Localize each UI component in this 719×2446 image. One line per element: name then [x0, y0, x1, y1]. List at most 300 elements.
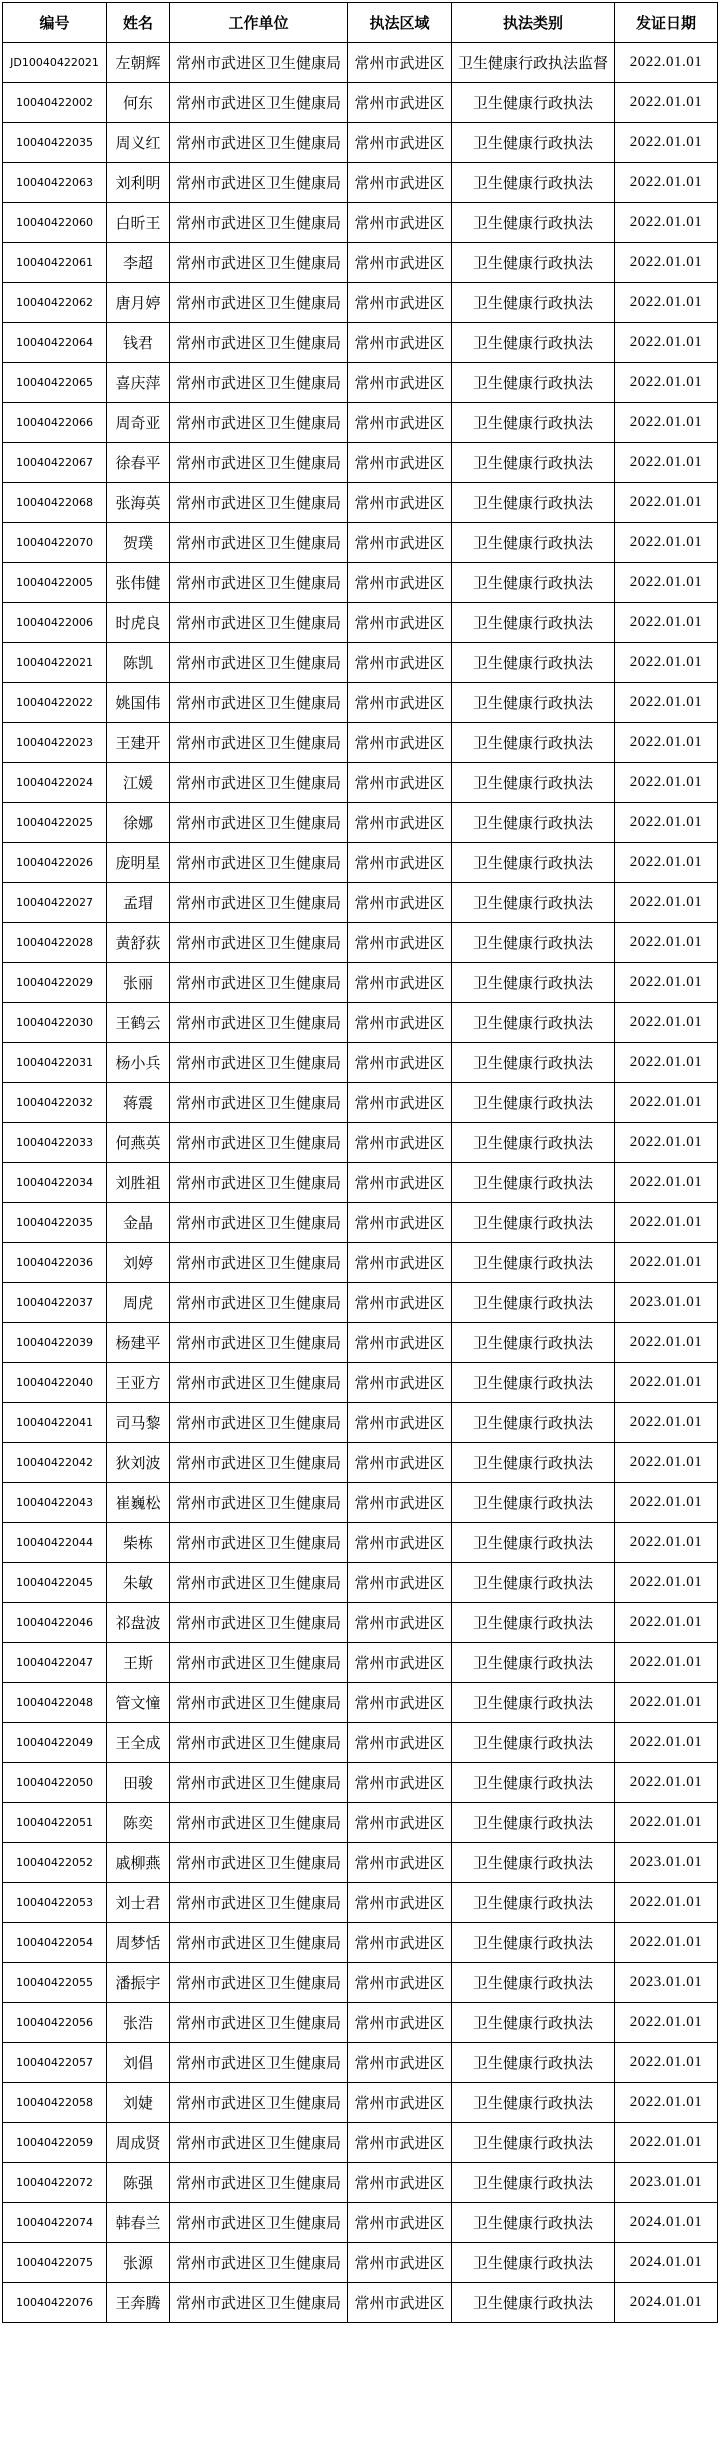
- cell-issue-date: 2022.01.01: [615, 1683, 718, 1723]
- header-issue-date: 发证日期: [615, 3, 718, 43]
- cell-category: 卫生健康行政执法: [452, 163, 615, 203]
- cell-id: 10040422046: [3, 1603, 107, 1643]
- cell-unit: 常州市武进区卫生健康局: [170, 83, 348, 123]
- cell-id: 10040422075: [3, 2243, 107, 2283]
- table-row: [3, 323, 718, 363]
- cell-name: 王全成: [107, 1723, 170, 1763]
- cell-unit: 常州市武进区卫生健康局: [170, 1923, 348, 1963]
- table-row: [3, 1323, 718, 1363]
- cell-id: 10040422005: [3, 563, 107, 603]
- table-row: [3, 1603, 718, 1643]
- cell-region: 常州市武进区: [348, 2083, 452, 2123]
- table-row: [3, 1683, 718, 1723]
- cell-id: 10040422037: [3, 1283, 107, 1323]
- cell-category: 卫生健康行政执法: [452, 483, 615, 523]
- cell-unit: 常州市武进区卫生健康局: [170, 523, 348, 563]
- cell-issue-date: 2022.01.01: [615, 2123, 718, 2163]
- cell-category: 卫生健康行政执法: [452, 2043, 615, 2083]
- header-id: 编号: [3, 3, 107, 43]
- cell-region: 常州市武进区: [348, 603, 452, 643]
- cell-category: 卫生健康行政执法: [452, 123, 615, 163]
- table-row: [3, 603, 718, 643]
- cell-name: 王奔腾: [107, 2283, 170, 2323]
- cell-issue-date: 2022.01.01: [615, 1363, 718, 1403]
- cell-issue-date: 2022.01.01: [615, 43, 718, 83]
- cell-name: 蒋震: [107, 1083, 170, 1123]
- cell-category: 卫生健康行政执法: [452, 1843, 615, 1883]
- cell-issue-date: 2022.01.01: [615, 2083, 718, 2123]
- cell-category: 卫生健康行政执法: [452, 2003, 615, 2043]
- table-row: [3, 1923, 718, 1963]
- cell-issue-date: 2022.01.01: [615, 843, 718, 883]
- cell-issue-date: 2022.01.01: [615, 1163, 718, 1203]
- cell-category: 卫生健康行政执法: [452, 1083, 615, 1123]
- cell-category: 卫生健康行政执法: [452, 1523, 615, 1563]
- cell-category: 卫生健康行政执法: [452, 803, 615, 843]
- cell-id: 10040422002: [3, 83, 107, 123]
- cell-unit: 常州市武进区卫生健康局: [170, 963, 348, 1003]
- cell-issue-date: 2022.01.01: [615, 643, 718, 683]
- cell-issue-date: 2022.01.01: [615, 563, 718, 603]
- cell-unit: 常州市武进区卫生健康局: [170, 763, 348, 803]
- cell-issue-date: 2022.01.01: [615, 83, 718, 123]
- cell-name: 管文憧: [107, 1683, 170, 1723]
- cell-unit: 常州市武进区卫生健康局: [170, 1483, 348, 1523]
- cell-id: 10040422023: [3, 723, 107, 763]
- cell-issue-date: 2022.01.01: [615, 2003, 718, 2043]
- table-row: [3, 1043, 718, 1083]
- cell-region: 常州市武进区: [348, 1723, 452, 1763]
- cell-unit: 常州市武进区卫生健康局: [170, 1763, 348, 1803]
- cell-category: 卫生健康行政执法: [452, 1403, 615, 1443]
- cell-category: 卫生健康行政执法: [452, 443, 615, 483]
- cell-issue-date: 2022.01.01: [615, 483, 718, 523]
- cell-region: 常州市武进区: [348, 1523, 452, 1563]
- table-row: [3, 1123, 718, 1163]
- cell-unit: 常州市武进区卫生健康局: [170, 1643, 348, 1683]
- table-row: [3, 763, 718, 803]
- table-row: [3, 683, 718, 723]
- cell-unit: 常州市武进区卫生健康局: [170, 603, 348, 643]
- cell-issue-date: 2022.01.01: [615, 1123, 718, 1163]
- cell-name: 金晶: [107, 1203, 170, 1243]
- cell-name: 黄舒荻: [107, 923, 170, 963]
- cell-issue-date: 2022.01.01: [615, 1403, 718, 1443]
- cell-unit: 常州市武进区卫生健康局: [170, 2043, 348, 2083]
- table-row: [3, 1363, 718, 1403]
- header-region: 执法区域: [348, 3, 452, 43]
- cell-issue-date: 2022.01.01: [615, 963, 718, 1003]
- cell-unit: 常州市武进区卫生健康局: [170, 2283, 348, 2323]
- cell-issue-date: 2022.01.01: [615, 1483, 718, 1523]
- cell-region: 常州市武进区: [348, 843, 452, 883]
- cell-issue-date: 2022.01.01: [615, 1443, 718, 1483]
- cell-category: 卫生健康行政执法: [452, 1763, 615, 1803]
- cell-category: 卫生健康行政执法: [452, 2083, 615, 2123]
- cell-name: 王鹤云: [107, 1003, 170, 1043]
- cell-issue-date: 2022.01.01: [615, 1043, 718, 1083]
- cell-category: 卫生健康行政执法: [452, 1923, 615, 1963]
- cell-id: 10040422056: [3, 2003, 107, 2043]
- cell-id: 10040422021: [3, 643, 107, 683]
- cell-unit: 常州市武进区卫生健康局: [170, 563, 348, 603]
- cell-name: 周成贤: [107, 2123, 170, 2163]
- cell-issue-date: 2024.01.01: [615, 2243, 718, 2283]
- cell-unit: 常州市武进区卫生健康局: [170, 1443, 348, 1483]
- cell-unit: 常州市武进区卫生健康局: [170, 1003, 348, 1043]
- table-row: [3, 443, 718, 483]
- table-row: [3, 43, 718, 83]
- cell-id: 10040422025: [3, 803, 107, 843]
- header-name: 姓名: [107, 3, 170, 43]
- cell-category: 卫生健康行政执法: [452, 843, 615, 883]
- cell-region: 常州市武进区: [348, 1603, 452, 1643]
- cell-name: 周义红: [107, 123, 170, 163]
- cell-category: 卫生健康行政执法: [452, 1443, 615, 1483]
- cell-category: 卫生健康行政执法: [452, 2123, 615, 2163]
- cell-issue-date: 2022.01.01: [615, 1763, 718, 1803]
- cell-category: 卫生健康行政执法: [452, 723, 615, 763]
- cell-region: 常州市武进区: [348, 1763, 452, 1803]
- header-category: 执法类别: [452, 3, 615, 43]
- cell-id: 10040422006: [3, 603, 107, 643]
- cell-region: 常州市武进区: [348, 723, 452, 763]
- cell-id: 10040422036: [3, 1243, 107, 1283]
- cell-id: 10040422028: [3, 923, 107, 963]
- cell-region: 常州市武进区: [348, 1123, 452, 1163]
- table-row: [3, 563, 718, 603]
- cell-category: 卫生健康行政执法: [452, 1003, 615, 1043]
- cell-id: 10040422050: [3, 1763, 107, 1803]
- cell-issue-date: 2023.01.01: [615, 1283, 718, 1323]
- cell-issue-date: 2022.01.01: [615, 163, 718, 203]
- table-row: [3, 923, 718, 963]
- cell-id: 10040422061: [3, 243, 107, 283]
- cell-unit: 常州市武进区卫生健康局: [170, 723, 348, 763]
- cell-id: 10040422042: [3, 1443, 107, 1483]
- cell-name: 孟瑁: [107, 883, 170, 923]
- cell-issue-date: 2022.01.01: [615, 203, 718, 243]
- cell-category: 卫生健康行政执法: [452, 523, 615, 563]
- cell-issue-date: 2022.01.01: [615, 2043, 718, 2083]
- table-row: [3, 2003, 718, 2043]
- cell-name: 祁盘波: [107, 1603, 170, 1643]
- cell-category: 卫生健康行政执法: [452, 1563, 615, 1603]
- cell-region: 常州市武进区: [348, 683, 452, 723]
- cell-unit: 常州市武进区卫生健康局: [170, 1323, 348, 1363]
- cell-region: 常州市武进区: [348, 1283, 452, 1323]
- cell-id: 10040422057: [3, 2043, 107, 2083]
- cell-issue-date: 2022.01.01: [615, 1323, 718, 1363]
- cell-region: 常州市武进区: [348, 923, 452, 963]
- cell-unit: 常州市武进区卫生健康局: [170, 2083, 348, 2123]
- cell-region: 常州市武进区: [348, 2283, 452, 2323]
- table-row: [3, 1483, 718, 1523]
- table-row: [3, 363, 718, 403]
- cell-region: 常州市武进区: [348, 1883, 452, 1923]
- cell-issue-date: 2022.01.01: [615, 1643, 718, 1683]
- table-row: [3, 843, 718, 883]
- cell-category: 卫生健康行政执法: [452, 243, 615, 283]
- cell-region: 常州市武进区: [348, 2163, 452, 2203]
- cell-region: 常州市武进区: [348, 323, 452, 363]
- cell-id: 10040422022: [3, 683, 107, 723]
- cell-issue-date: 2022.01.01: [615, 723, 718, 763]
- cell-unit: 常州市武进区卫生健康局: [170, 1123, 348, 1163]
- cell-unit: 常州市武进区卫生健康局: [170, 1723, 348, 1763]
- cell-region: 常州市武进区: [348, 1403, 452, 1443]
- table-row: [3, 2163, 718, 2203]
- cell-id: 10040422031: [3, 1043, 107, 1083]
- cell-category: 卫生健康行政执法: [452, 1323, 615, 1363]
- cell-category: 卫生健康行政执法: [452, 83, 615, 123]
- cell-category: 卫生健康行政执法: [452, 1243, 615, 1283]
- cell-id: 10040422062: [3, 283, 107, 323]
- cell-issue-date: 2022.01.01: [615, 403, 718, 443]
- table-row: [3, 1163, 718, 1203]
- cell-name: 刘胜祖: [107, 1163, 170, 1203]
- cell-issue-date: 2022.01.01: [615, 923, 718, 963]
- cell-unit: 常州市武进区卫生健康局: [170, 1563, 348, 1603]
- cell-issue-date: 2022.01.01: [615, 323, 718, 363]
- cell-region: 常州市武进区: [348, 43, 452, 83]
- cell-region: 常州市武进区: [348, 523, 452, 563]
- table-row: [3, 1963, 718, 2003]
- cell-category: 卫生健康行政执法: [452, 1123, 615, 1163]
- cell-name: 周梦恬: [107, 1923, 170, 1963]
- cell-unit: 常州市武进区卫生健康局: [170, 163, 348, 203]
- cell-unit: 常州市武进区卫生健康局: [170, 323, 348, 363]
- cell-region: 常州市武进区: [348, 963, 452, 1003]
- cell-region: 常州市武进区: [348, 2123, 452, 2163]
- cell-issue-date: 2022.01.01: [615, 883, 718, 923]
- cell-category: 卫生健康行政执法: [452, 2163, 615, 2203]
- table-row: [3, 2243, 718, 2283]
- table-row: [3, 1563, 718, 1603]
- cell-category: 卫生健康行政执法: [452, 763, 615, 803]
- cell-name: 江媛: [107, 763, 170, 803]
- cell-id: 10040422033: [3, 1123, 107, 1163]
- table-row: [3, 2043, 718, 2083]
- cell-id: 10040422068: [3, 483, 107, 523]
- table-row: [3, 483, 718, 523]
- cell-region: 常州市武进区: [348, 1803, 452, 1843]
- cell-region: 常州市武进区: [348, 83, 452, 123]
- cell-category: 卫生健康行政执法: [452, 683, 615, 723]
- cell-id: 10040422044: [3, 1523, 107, 1563]
- cell-id: 10040422043: [3, 1483, 107, 1523]
- table-row: [3, 1523, 718, 1563]
- cell-id: 10040422041: [3, 1403, 107, 1443]
- cell-category: 卫生健康行政执法: [452, 1203, 615, 1243]
- table-row: [3, 1763, 718, 1803]
- table-row: [3, 1083, 718, 1123]
- cell-issue-date: 2022.01.01: [615, 1523, 718, 1563]
- table-row: [3, 963, 718, 1003]
- cell-name: 崔巍松: [107, 1483, 170, 1523]
- cell-name: 张丽: [107, 963, 170, 1003]
- cell-category: 卫生健康行政执法: [452, 1683, 615, 1723]
- cell-category: 卫生健康行政执法: [452, 283, 615, 323]
- cell-name: 朱敏: [107, 1563, 170, 1603]
- cell-id: 10040422032: [3, 1083, 107, 1123]
- cell-unit: 常州市武进区卫生健康局: [170, 1843, 348, 1883]
- cell-category: 卫生健康行政执法: [452, 1803, 615, 1843]
- cell-category: 卫生健康行政执法: [452, 323, 615, 363]
- cell-id: 10040422059: [3, 2123, 107, 2163]
- cell-unit: 常州市武进区卫生健康局: [170, 1403, 348, 1443]
- cell-region: 常州市武进区: [348, 283, 452, 323]
- cell-category: 卫生健康行政执法: [452, 1963, 615, 2003]
- cell-name: 陈奕: [107, 1803, 170, 1843]
- cell-id: 10040422051: [3, 1803, 107, 1843]
- cell-name: 何东: [107, 83, 170, 123]
- cell-issue-date: 2023.01.01: [615, 1963, 718, 2003]
- cell-id: 10040422034: [3, 1163, 107, 1203]
- cell-unit: 常州市武进区卫生健康局: [170, 1243, 348, 1283]
- cell-issue-date: 2024.01.01: [615, 2283, 718, 2323]
- cell-name: 刘利明: [107, 163, 170, 203]
- table-row: [3, 1003, 718, 1043]
- cell-category: 卫生健康行政执法: [452, 1483, 615, 1523]
- cell-category: 卫生健康行政执法: [452, 2283, 615, 2323]
- table-row: [3, 83, 718, 123]
- cell-unit: 常州市武进区卫生健康局: [170, 1803, 348, 1843]
- cell-id: 10040422065: [3, 363, 107, 403]
- cell-category: 卫生健康行政执法: [452, 603, 615, 643]
- cell-unit: 常州市武进区卫生健康局: [170, 1683, 348, 1723]
- cell-id: 10040422024: [3, 763, 107, 803]
- cell-id: 10040422060: [3, 203, 107, 243]
- cell-name: 王斯: [107, 1643, 170, 1683]
- cell-region: 常州市武进区: [348, 763, 452, 803]
- cell-id: 10040422045: [3, 1563, 107, 1603]
- cell-issue-date: 2022.01.01: [615, 443, 718, 483]
- cell-region: 常州市武进区: [348, 1323, 452, 1363]
- table-row: [3, 1403, 718, 1443]
- cell-region: 常州市武进区: [348, 883, 452, 923]
- table-row: [3, 803, 718, 843]
- table-body: [3, 43, 718, 2323]
- cell-id: 10040422035: [3, 1203, 107, 1243]
- cell-id: 10040422076: [3, 2283, 107, 2323]
- cell-unit: 常州市武进区卫生健康局: [170, 803, 348, 843]
- cell-name: 左朝辉: [107, 43, 170, 83]
- cell-name: 陈强: [107, 2163, 170, 2203]
- cell-category: 卫生健康行政执法: [452, 1283, 615, 1323]
- cell-id: 10040422048: [3, 1683, 107, 1723]
- cell-category: 卫生健康行政执法: [452, 2203, 615, 2243]
- cell-name: 李超: [107, 243, 170, 283]
- table-row: [3, 2283, 718, 2323]
- cell-name: 戚柳燕: [107, 1843, 170, 1883]
- table-row: [3, 1283, 718, 1323]
- cell-region: 常州市武进区: [348, 803, 452, 843]
- cell-id: 10040422064: [3, 323, 107, 363]
- cell-issue-date: 2022.01.01: [615, 523, 718, 563]
- table-row: [3, 643, 718, 683]
- cell-id: 10040422039: [3, 1323, 107, 1363]
- cell-id: 10040422040: [3, 1363, 107, 1403]
- cell-name: 时虎良: [107, 603, 170, 643]
- cell-region: 常州市武进区: [348, 1483, 452, 1523]
- cell-unit: 常州市武进区卫生健康局: [170, 43, 348, 83]
- cell-issue-date: 2022.01.01: [615, 763, 718, 803]
- cell-issue-date: 2023.01.01: [615, 1843, 718, 1883]
- cell-id: JD10040422021: [3, 43, 107, 83]
- cell-name: 张海英: [107, 483, 170, 523]
- cell-name: 杨建平: [107, 1323, 170, 1363]
- cell-name: 唐月婷: [107, 283, 170, 323]
- table-row: [3, 163, 718, 203]
- cell-region: 常州市武进区: [348, 1563, 452, 1603]
- cell-issue-date: 2022.01.01: [615, 1803, 718, 1843]
- cell-category: 卫生健康行政执法: [452, 1723, 615, 1763]
- cell-name: 田骏: [107, 1763, 170, 1803]
- cell-id: 10040422047: [3, 1643, 107, 1683]
- cell-region: 常州市武进区: [348, 243, 452, 283]
- table-row: [3, 1243, 718, 1283]
- cell-region: 常州市武进区: [348, 443, 452, 483]
- cell-region: 常州市武进区: [348, 1443, 452, 1483]
- table-row: [3, 2203, 718, 2243]
- cell-unit: 常州市武进区卫生健康局: [170, 923, 348, 963]
- cell-region: 常州市武进区: [348, 1243, 452, 1283]
- cell-issue-date: 2022.01.01: [615, 1563, 718, 1603]
- cell-id: 10040422058: [3, 2083, 107, 2123]
- cell-name: 陈凯: [107, 643, 170, 683]
- cell-id: 10040422052: [3, 1843, 107, 1883]
- cell-id: 10040422066: [3, 403, 107, 443]
- cell-id: 10040422072: [3, 2163, 107, 2203]
- cell-unit: 常州市武进区卫生健康局: [170, 1963, 348, 2003]
- cell-category: 卫生健康行政执法: [452, 1603, 615, 1643]
- cell-category: 卫生健康行政执法: [452, 563, 615, 603]
- cell-name: 狄刘波: [107, 1443, 170, 1483]
- cell-name: 张源: [107, 2243, 170, 2283]
- cell-region: 常州市武进区: [348, 1083, 452, 1123]
- cell-id: 10040422029: [3, 963, 107, 1003]
- cell-issue-date: 2022.01.01: [615, 683, 718, 723]
- cell-unit: 常州市武进区卫生健康局: [170, 1043, 348, 1083]
- cell-region: 常州市武进区: [348, 163, 452, 203]
- cell-name: 张伟健: [107, 563, 170, 603]
- cell-category: 卫生健康行政执法监督: [452, 43, 615, 83]
- cell-region: 常州市武进区: [348, 403, 452, 443]
- cell-region: 常州市武进区: [348, 203, 452, 243]
- cell-issue-date: 2022.01.01: [615, 1003, 718, 1043]
- cell-name: 徐春平: [107, 443, 170, 483]
- cell-id: 10040422049: [3, 1723, 107, 1763]
- cell-name: 张浩: [107, 2003, 170, 2043]
- cell-id: 10040422063: [3, 163, 107, 203]
- cell-name: 杨小兵: [107, 1043, 170, 1083]
- cell-name: 柴栋: [107, 1523, 170, 1563]
- cell-name: 白昕王: [107, 203, 170, 243]
- cell-id: 10040422027: [3, 883, 107, 923]
- cell-name: 潘振宇: [107, 1963, 170, 2003]
- cell-issue-date: 2022.01.01: [615, 1203, 718, 1243]
- cell-name: 何燕英: [107, 1123, 170, 1163]
- cell-name: 徐娜: [107, 803, 170, 843]
- header-row: [3, 3, 718, 43]
- cell-name: 韩春兰: [107, 2203, 170, 2243]
- cell-name: 贺璞: [107, 523, 170, 563]
- cell-unit: 常州市武进区卫生健康局: [170, 883, 348, 923]
- cell-name: 刘倡: [107, 2043, 170, 2083]
- cell-category: 卫生健康行政执法: [452, 963, 615, 1003]
- cell-issue-date: 2022.01.01: [615, 1923, 718, 1963]
